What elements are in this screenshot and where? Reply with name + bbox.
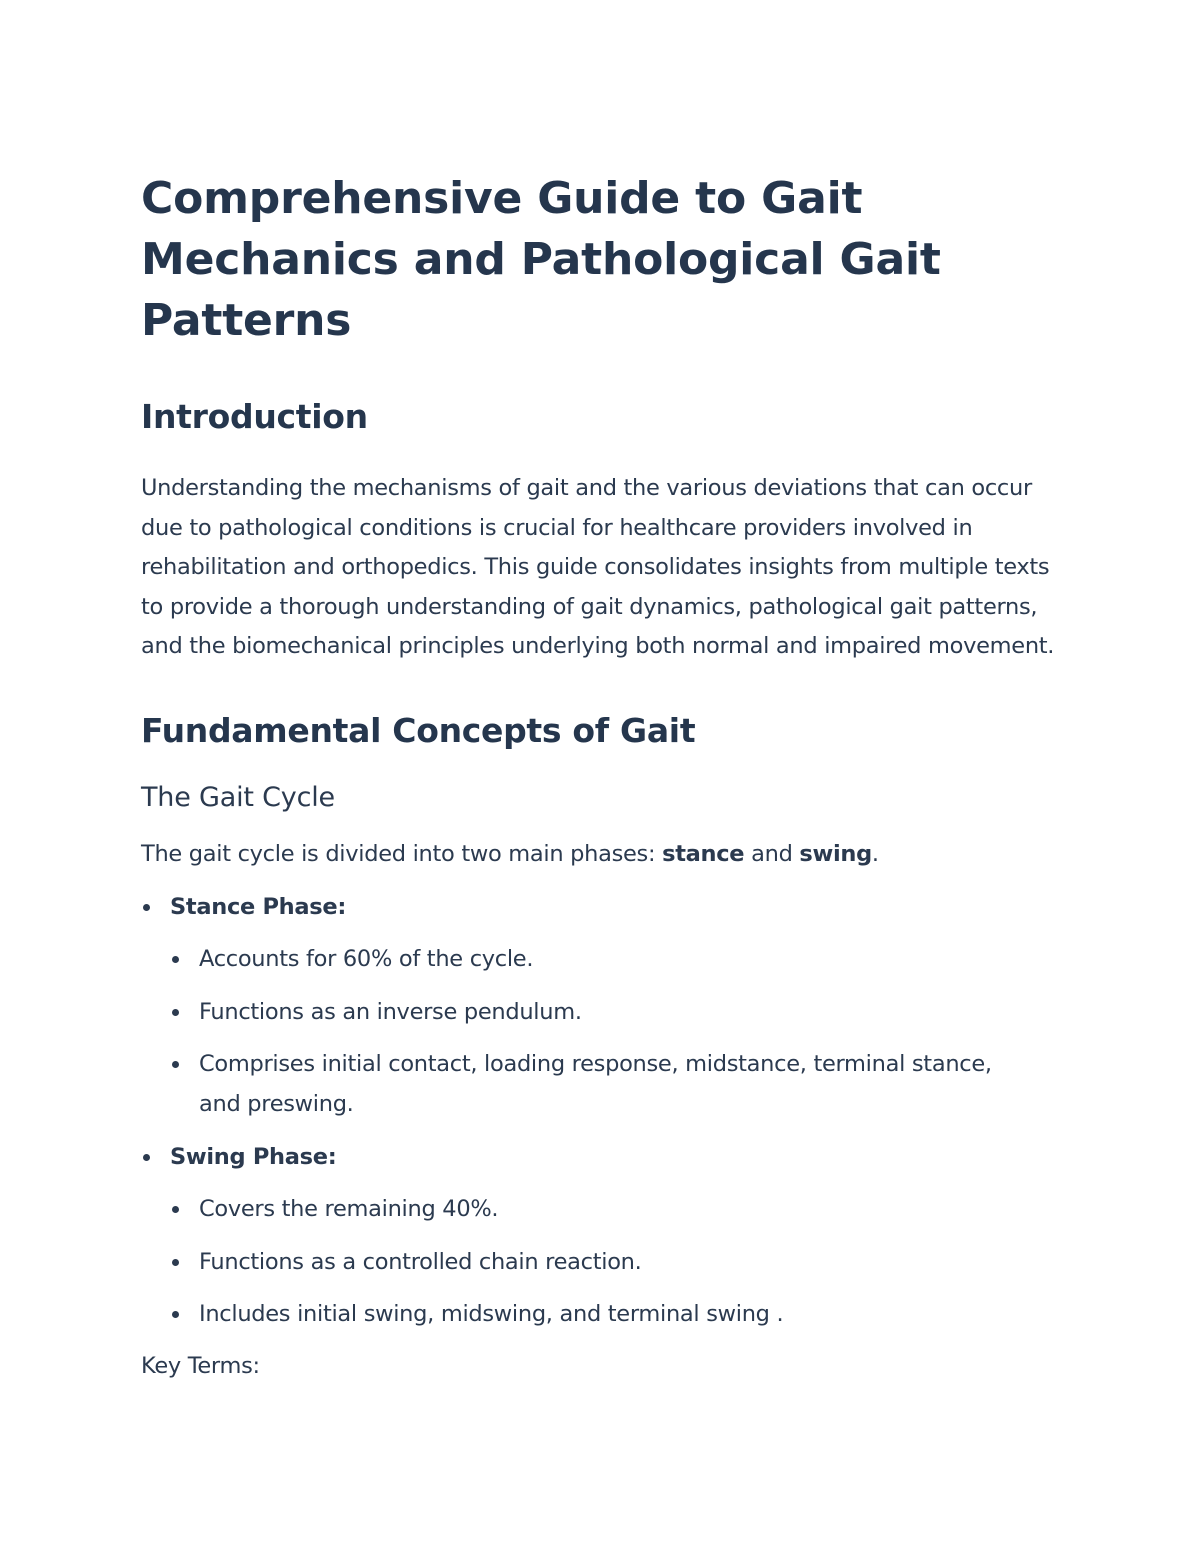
section-heading-introduction: Introduction [141, 397, 368, 436]
phase-list [141, 888, 1061, 1335]
and-word: and [744, 840, 800, 867]
swing-phase-label: Swing Phase: [170, 1143, 337, 1170]
stance-term: stance [662, 840, 745, 867]
document-title: Comprehensive Guide to Gait Mechanics and Pathological Gait Patterns [141, 173, 941, 346]
document-page [141, 168, 1061, 1387]
list-item-stance-phase [141, 888, 1061, 1125]
key-terms-label: Key Terms: [141, 1352, 260, 1379]
list-item: Accounts for 60% of the cycle. [170, 940, 1009, 980]
gait-cycle-intro [141, 835, 1061, 875]
period: . [871, 840, 879, 867]
subsection-heading-gait-cycle: The Gait Cycle [141, 781, 335, 813]
swing-term: swing [799, 840, 872, 867]
list-item: Functions as an inverse pendulum. [170, 993, 1009, 1033]
list-item: Includes initial swing, midswing, and terminal swing . [170, 1295, 1009, 1335]
section-heading-fundamentals: Fundamental Concepts of Gait [141, 710, 696, 750]
stance-phase-label: Stance Phase: [170, 893, 347, 920]
introduction-paragraph: Understanding the mechanisms of gait and the various deviations that can occur due to pathological conditions is crucial for healthcare providers involved in rehabilitation and orthopedics. This guide consolidates insights from multiple texts to provide a thorough understanding of gait dynamics, pathological gait patterns, and the biomechanical principles underlying both normal and impaired movement. [141, 475, 1055, 660]
swing-phase-details [170, 1190, 1061, 1335]
list-item: Functions as a controlled chain reaction. [170, 1243, 1009, 1283]
stance-phase-details [170, 940, 1061, 1124]
list-item-swing-phase [141, 1138, 1061, 1335]
list-item: Comprises initial contact, loading response, midstance, terminal stance, and preswing. [170, 1045, 1009, 1124]
list-item: Covers the remaining 40%. [170, 1190, 1009, 1230]
gait-cycle-intro-prefix: The gait cycle is divided into two main phases: [141, 840, 663, 867]
